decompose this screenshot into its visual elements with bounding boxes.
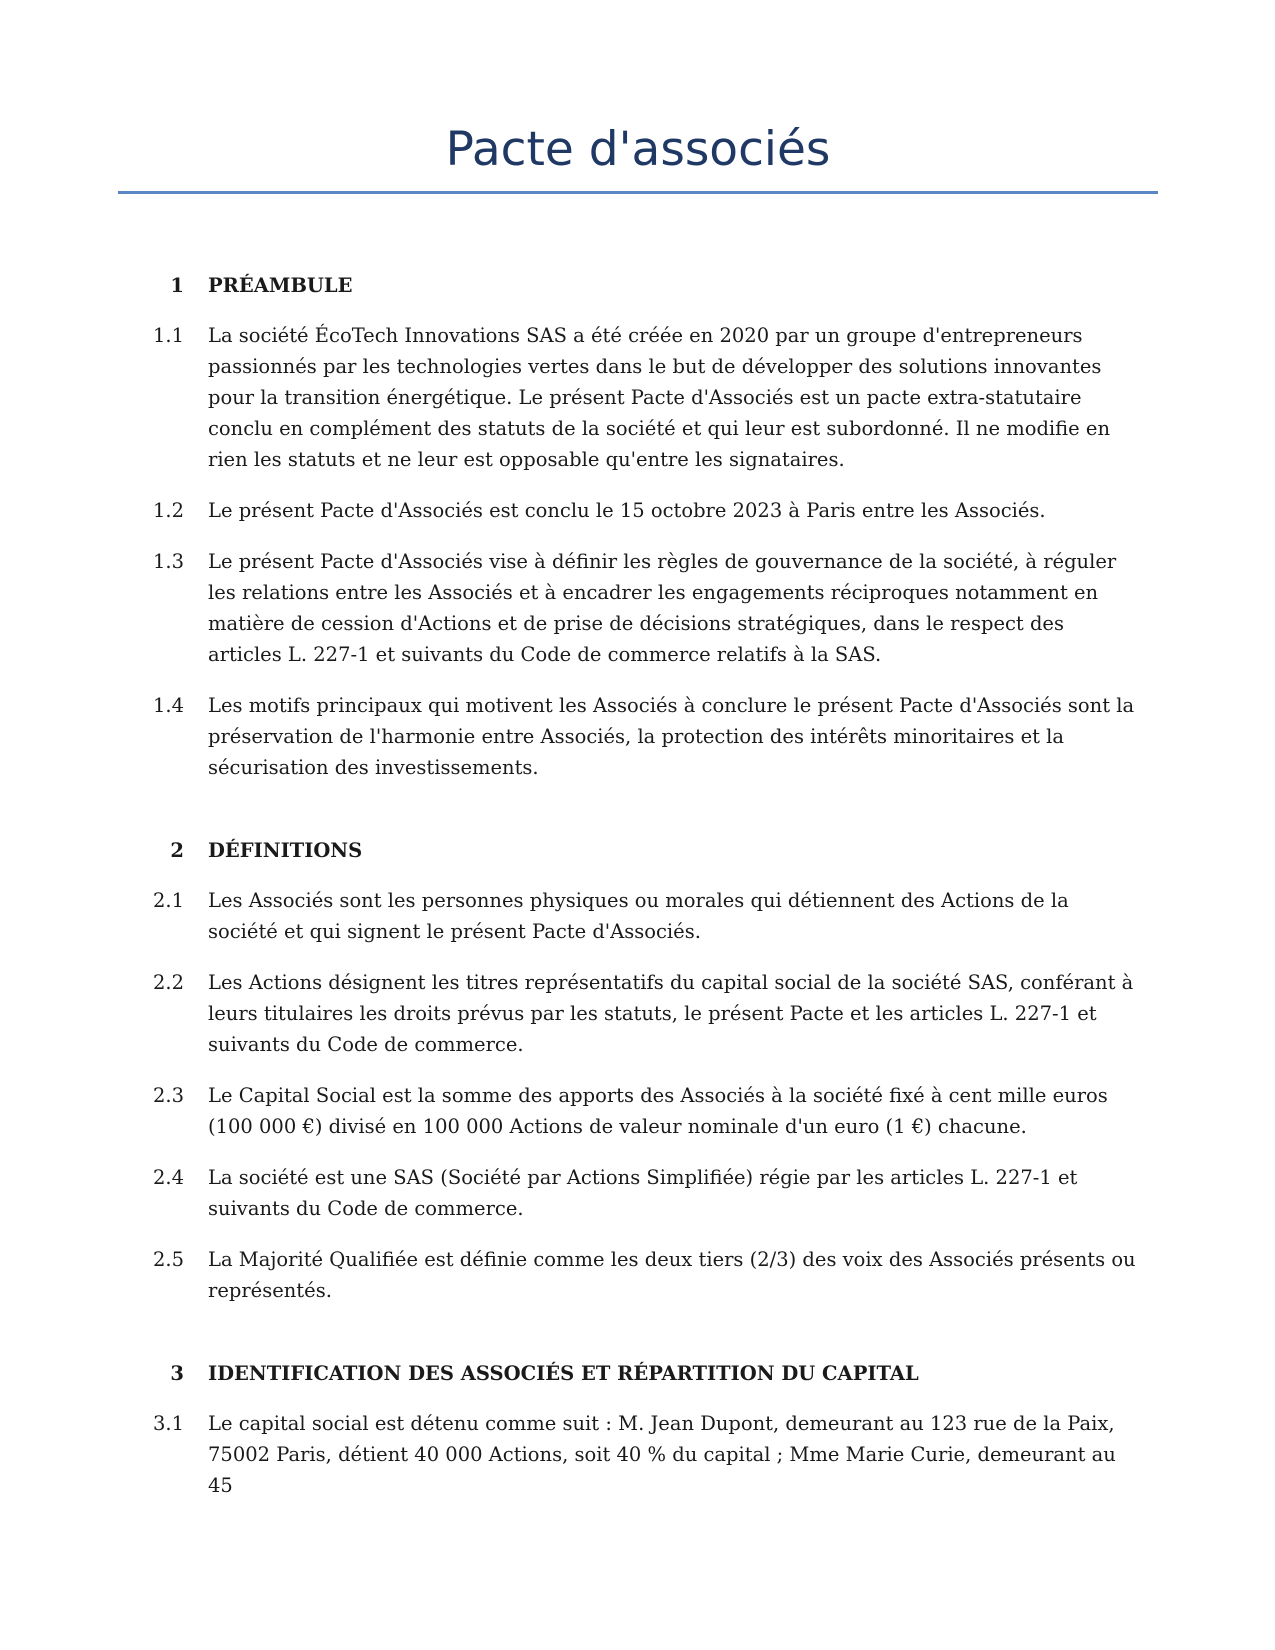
section-number: 2 [170,839,184,862]
paragraph-text: Les motifs principaux qui motivent les Associés à conclure le présent Pacte d'Associés sont la préservation de l'harmonie entre Associés, la protection des intérêts minoritaires et la sécurisation des investissements. [208,694,1135,779]
section-number: 1 [170,274,184,297]
paragraph-number: 1.4 [153,694,185,717]
paragraph [0,546,1275,670]
section-heading [0,835,1275,866]
section-title: PRÉAMBULE [208,274,353,297]
paragraph-number: 2.1 [153,889,185,912]
paragraph [0,1408,1275,1501]
paragraph-text: La société est une SAS (Société par Actions Simplifiée) régie par les articles L. 227-1 et suivants du Code de commerce. [208,1166,1078,1220]
paragraph-number: 3.1 [153,1412,185,1435]
paragraph-text: Le présent Pacte d'Associés vise à définir les règles de gouvernance de la société, à réguler les relations entre les Associés et à encadrer les engagements réciproques notamment en matière de cession d'Actions et de prise de décisions stratégiques, dans le respect des articles L. 227-1 et suivants du Code de commerce relatifs à la SAS. [208,550,1117,666]
section-preambule [0,270,1275,783]
paragraph-text: Le présent Pacte d'Associés est conclu le 15 octobre 2023 à Paris entre les Associés. [208,499,1046,522]
paragraph [0,1162,1275,1224]
paragraph-text: Le Capital Social est la somme des apports des Associés à la société fixé à cent mille euros (100 000 €) divisé en 100 000 Actions de valeur nominale d'un euro (1 €) chacune. [208,1084,1108,1138]
section-title: DÉFINITIONS [208,839,363,862]
paragraph [0,320,1275,475]
paragraph-number: 2.4 [153,1166,185,1189]
paragraph [0,885,1275,947]
paragraph [0,690,1275,783]
section-heading [0,1358,1275,1389]
paragraph-number: 1.2 [153,499,185,522]
paragraph-text: Le capital social est détenu comme suit : M. Jean Dupont, demeurant au 123 rue de la Paix, 75002 Paris, détient 40 000 Actions, soit 40 % du capital ; Mme Marie Curie, demeurant au 45 [208,1412,1116,1497]
paragraph [0,1080,1275,1142]
paragraph-number: 2.3 [153,1084,185,1107]
paragraph-number: 2.5 [153,1248,185,1271]
section-identification [0,1358,1275,1501]
section-number: 3 [170,1362,184,1385]
paragraph-text: La Majorité Qualifiée est définie comme les deux tiers (2/3) des voix des Associés présents ou représentés. [208,1248,1136,1302]
paragraph-text: La société ÉcoTech Innovations SAS a été créée en 2020 par un groupe d'entrepreneurs passionnés par les technologies vertes dans le but de développer des solutions innovantes pour la transition énergétique. Le présent Pacte d'Associés est un pacte extra-statutaire conclu en complément des statuts de la société et qui leur est subordonné. Il ne modifie en rien les statuts et ne leur est opposable qu'entre les signataires. [208,324,1111,471]
section-heading [0,270,1275,301]
section-title: IDENTIFICATION DES ASSOCIÉS ET RÉPARTITION DU CAPITAL [208,1362,919,1385]
paragraph-text: Les Actions désignent les titres représentatifs du capital social de la société SAS, conférant à leurs titulaires les droits prévus par les statuts, le présent Pacte et les articles L. 227-1 et suivants du Code de commerce. [208,971,1134,1056]
paragraph-text: Les Associés sont les personnes physiques ou morales qui détiennent des Actions de la société et qui signent le présent Pacte d'Associés. [208,889,1069,943]
paragraph [0,495,1275,526]
paragraph-number: 1.1 [153,324,185,347]
paragraph-number: 2.2 [153,971,185,994]
paragraph [0,1244,1275,1306]
title-underline [118,191,1158,194]
document-body [0,270,1275,1553]
paragraph-number: 1.3 [153,550,185,573]
paragraph [0,967,1275,1060]
document-title: Pacte d'associés [445,122,831,177]
section-definitions [0,835,1275,1306]
